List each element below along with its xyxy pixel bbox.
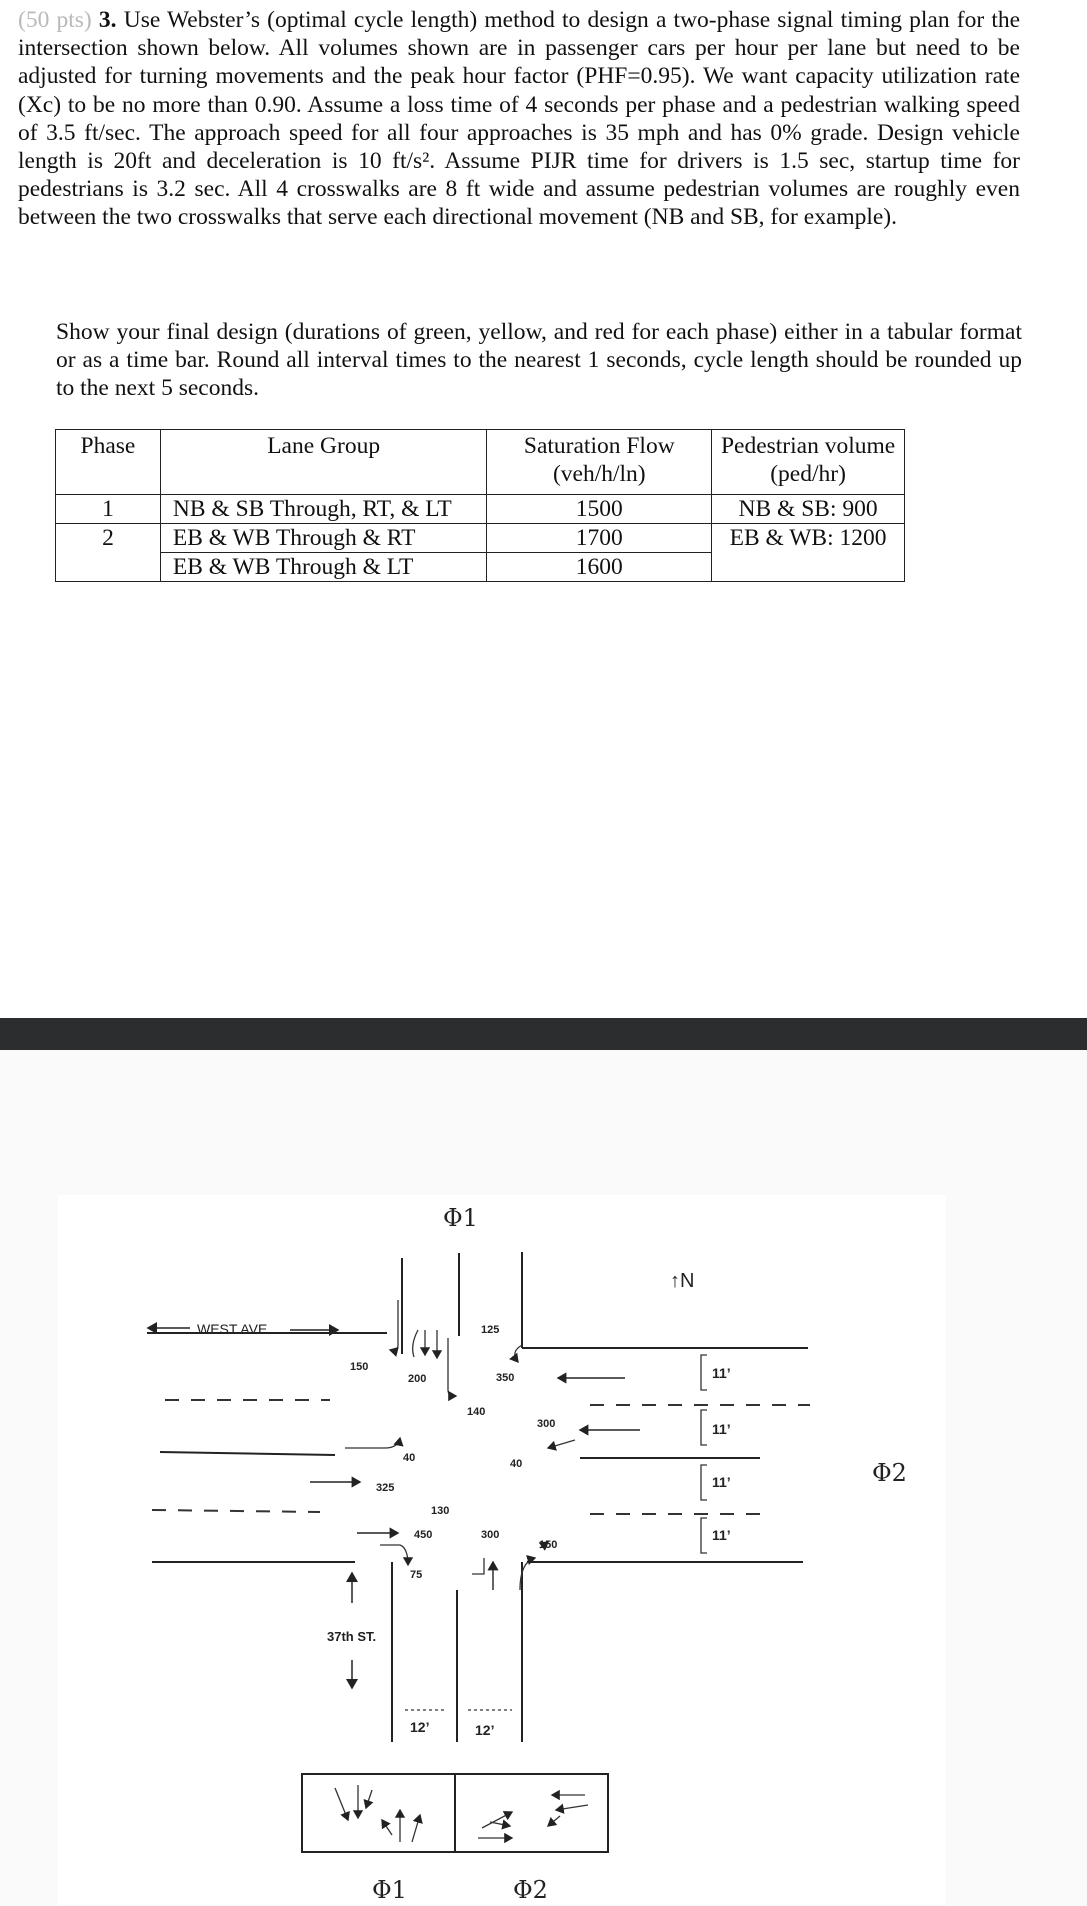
points-label: (50 pts) bbox=[18, 7, 92, 33]
cell-sat-flow: 1600 bbox=[487, 553, 712, 582]
cell-lane-group: NB & SB Through, RT, & LT bbox=[160, 495, 487, 524]
volume-label: 130 bbox=[431, 1505, 450, 1517]
lane-width-label: 11’ bbox=[712, 1365, 731, 1381]
volume-label: 450 bbox=[414, 1529, 433, 1541]
lane-width-south-1: 12’ bbox=[410, 1719, 430, 1735]
volume-label: 140 bbox=[467, 1406, 486, 1418]
eb-left-turn-arrow-icon bbox=[345, 1438, 400, 1448]
volume-label: 150 bbox=[350, 1361, 369, 1373]
cell-phase: 2 bbox=[56, 524, 161, 582]
sb-curve-icon bbox=[413, 1330, 418, 1357]
volume-label: 325 bbox=[376, 1482, 395, 1494]
volume-label: 40 bbox=[403, 1452, 416, 1464]
design-instructions: Show your final design (durations of green, yellow, and red for each phase) either in a tabular format or as a time bar. Round all interval times to the nearest 1 seconds, cycle length should be rounded up to the next 5 seconds. bbox=[56, 319, 1022, 402]
cell-sat-flow: 1700 bbox=[487, 524, 712, 553]
lane-width-label: 11’ bbox=[712, 1421, 731, 1437]
eb-right-turn-arrow-icon bbox=[380, 1545, 408, 1565]
header-pedestrian-volume: Pedestrian volume (ped/hr) bbox=[712, 430, 905, 495]
volume-label: 150 bbox=[539, 1539, 558, 1551]
sb-right-turn-arrow-icon bbox=[390, 1300, 398, 1350]
cell-lane-group: EB & WB Through & LT bbox=[160, 553, 487, 582]
lane-line bbox=[152, 1510, 320, 1512]
wb-left-turn-arrow-icon bbox=[548, 1440, 575, 1448]
nb-bracket-icon bbox=[472, 1558, 484, 1574]
cell-lane-group: EB & WB Through & RT bbox=[160, 524, 487, 553]
north-arrow: ↑N bbox=[670, 1270, 695, 1292]
phase2-label-side: Φ2 bbox=[872, 1459, 907, 1487]
phase2-movement-icon bbox=[478, 1795, 588, 1838]
header-phase: Phase bbox=[56, 430, 161, 495]
volume-label: 200 bbox=[408, 1373, 427, 1385]
wb-uturn-arrow-icon bbox=[515, 1345, 522, 1362]
volume-label: 300 bbox=[481, 1529, 500, 1541]
volume-label: 350 bbox=[496, 1372, 515, 1384]
volume-label: 40 bbox=[510, 1458, 523, 1470]
west-ave-label: WEST AVE. bbox=[197, 1321, 272, 1337]
cell-ped-volume: EB & WB: 1200 bbox=[712, 524, 905, 582]
lane-bracket-icon bbox=[701, 1465, 707, 1500]
lane-width-south-2: 12’ bbox=[475, 1722, 495, 1738]
volume-label: 125 bbox=[481, 1324, 500, 1336]
median-line-left bbox=[160, 1452, 335, 1455]
lane-width-label: 11’ bbox=[712, 1527, 731, 1543]
st37-label: 37th ST. bbox=[327, 1629, 377, 1644]
phase1-label-top: Φ1 bbox=[443, 1204, 478, 1232]
lane-bracket-icon bbox=[701, 1518, 707, 1553]
phase1-label-bottom: Φ1 bbox=[372, 1876, 407, 1904]
phase2-label-bottom: Φ2 bbox=[513, 1876, 548, 1904]
cell-phase: 1 bbox=[56, 495, 161, 524]
volume-label: 300 bbox=[537, 1418, 556, 1430]
lane-bracket-icon bbox=[701, 1355, 707, 1390]
problem-text: Use Webster’s (optimal cycle length) method to design a two-phase signal timing plan for the intersection shown below. All volumes shown are in passenger cars per hour per lane but need to be adjusted for turning movements and the peak hour factor (PHF=0.95). We want capacity utilization rate (Xc) to be no more than 0.90. Assume a loss time of 4 seconds per phase and a pedestrian walking speed of 3.5 ft/sec. The approach speed for all four approaches is 35 mph and has 0% grade. Design vehicle length is 20ft and deceleration is 10 ft/s². Assume PIJR time for drivers is 1.5 sec, startup time for pedestrians is 3.2 sec. All 4 crosswalks are 8 ft wide and assume pedestrian volumes are roughly even between the two crosswalks that serve each directional movement (NB and SB, for example). bbox=[18, 7, 1021, 231]
problem-number: 3. bbox=[98, 7, 117, 33]
header-saturation-flow: Saturation Flow (veh/h/ln) bbox=[487, 430, 712, 495]
phase1-movement-icon bbox=[335, 1785, 420, 1842]
lane-bracket-icon bbox=[701, 1410, 707, 1445]
cell-ped-volume: NB & SB: 900 bbox=[712, 495, 905, 524]
cell-sat-flow: 1500 bbox=[487, 495, 712, 524]
lane-width-label: 11’ bbox=[712, 1474, 731, 1490]
header-lane-group: Lane Group bbox=[160, 430, 487, 495]
volume-label: 75 bbox=[410, 1569, 423, 1581]
sb-left-turn-arrow-icon bbox=[448, 1338, 456, 1396]
